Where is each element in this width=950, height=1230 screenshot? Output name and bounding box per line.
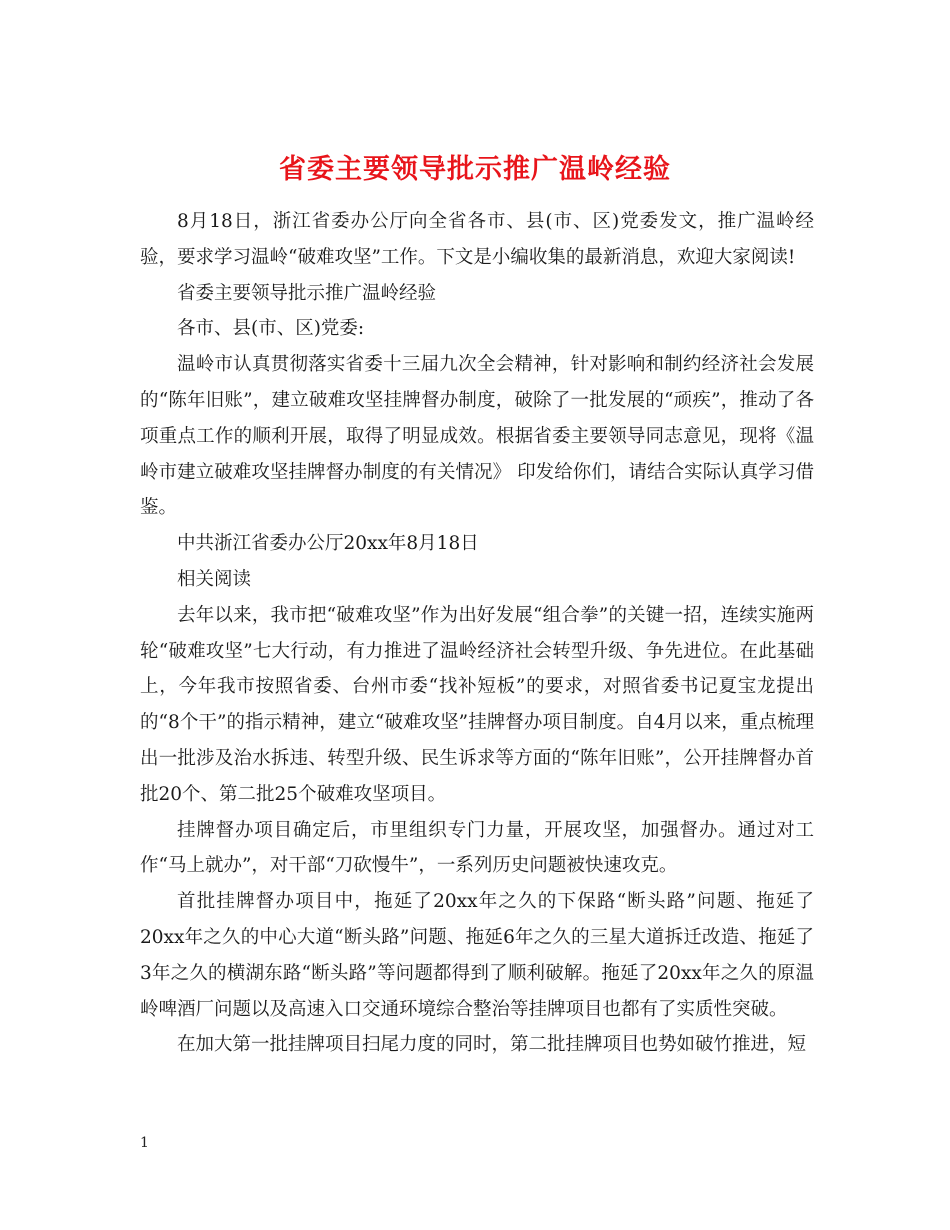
- paragraph-second-batch: 在加大第一批挂牌项目扫尾力度的同时，第二批挂牌项目也势如破竹推进，短: [177, 1034, 807, 1056]
- paragraph-intro: 8月18日，浙江省委办公厅向全省各市、县(市、区)党委发文，推广温岭经验，要求学习温岭“破难攻坚”工作。下文是小编收集的最新消息，欢迎大家阅读!: [140, 211, 814, 268]
- paragraph-supervision: 挂牌督办项目确定后，市里组织专门力量，开展攻坚，加强督办。通过对工作“马上就办”，对干部“刀砍慢牛”，一系列历史问题被快速攻克。: [140, 819, 814, 877]
- document-body: [140, 204, 814, 1063]
- page-number: 1: [140, 1135, 149, 1151]
- paragraph-background: 去年以来，我市把“破难攻坚”作为出好发展“组合拳”的关键一招，连续实施两轮“破难攻坚”七大行动，有力推进了温岭经济社会转型升级、争先进位。在此基础上，今年我市按照省委、台州市委“找补短板”的要求，对照省委书记夏宝龙提出的“8个干”的指示精神，建立“破难攻坚”挂牌督办项目制度。自4月以来，重点梳理出一批涉及治水拆违、转型升级、民生诉求等方面的“陈年旧账”，公开挂牌督办首批20个、第二批25个破难攻坚项目。: [140, 604, 814, 805]
- paragraph-related-reading: 相关阅读: [177, 568, 252, 590]
- paragraph-notice: 温岭市认真贯彻落实省委十三届九次全会精神，针对影响和制约经济社会发展的“陈年旧账”，建立破难攻坚挂牌督办制度，破除了一批发展的“顽疾”，推动了各项重点工作的顺利开展，取得了明显成效。根据省委主要领导同志意见，现将《温岭市建立破难攻坚挂牌督办制度的有关情况》 印发给你们，请结合实际认真学习借鉴。: [140, 354, 814, 519]
- document-title: 省委主要领导批示推广温岭经验: [279, 154, 671, 186]
- paragraph-first-batch: 首批挂牌督办项目中，拖延了20xx年之久的下保路“断头路”问题、拖延了20xx年之久的中心大道“断头路”问题、拖延6年之久的三星大道拆迁改造、拖延了3年之久的横湖东路“断头路”等问题都得到了顺利破解。拖延了20xx年之久的原温岭啤酒厂问题以及高速入口交通环境综合整治等挂牌项目也都有了实质性突破。: [140, 891, 814, 1020]
- paragraph-subtitle: 省委主要领导批示推广温岭经验: [177, 282, 437, 304]
- paragraph-signature: 中共浙江省委办公厅20xx年8月18日: [177, 533, 479, 555]
- paragraph-salutation: 各市、县(市、区)党委:: [177, 318, 365, 340]
